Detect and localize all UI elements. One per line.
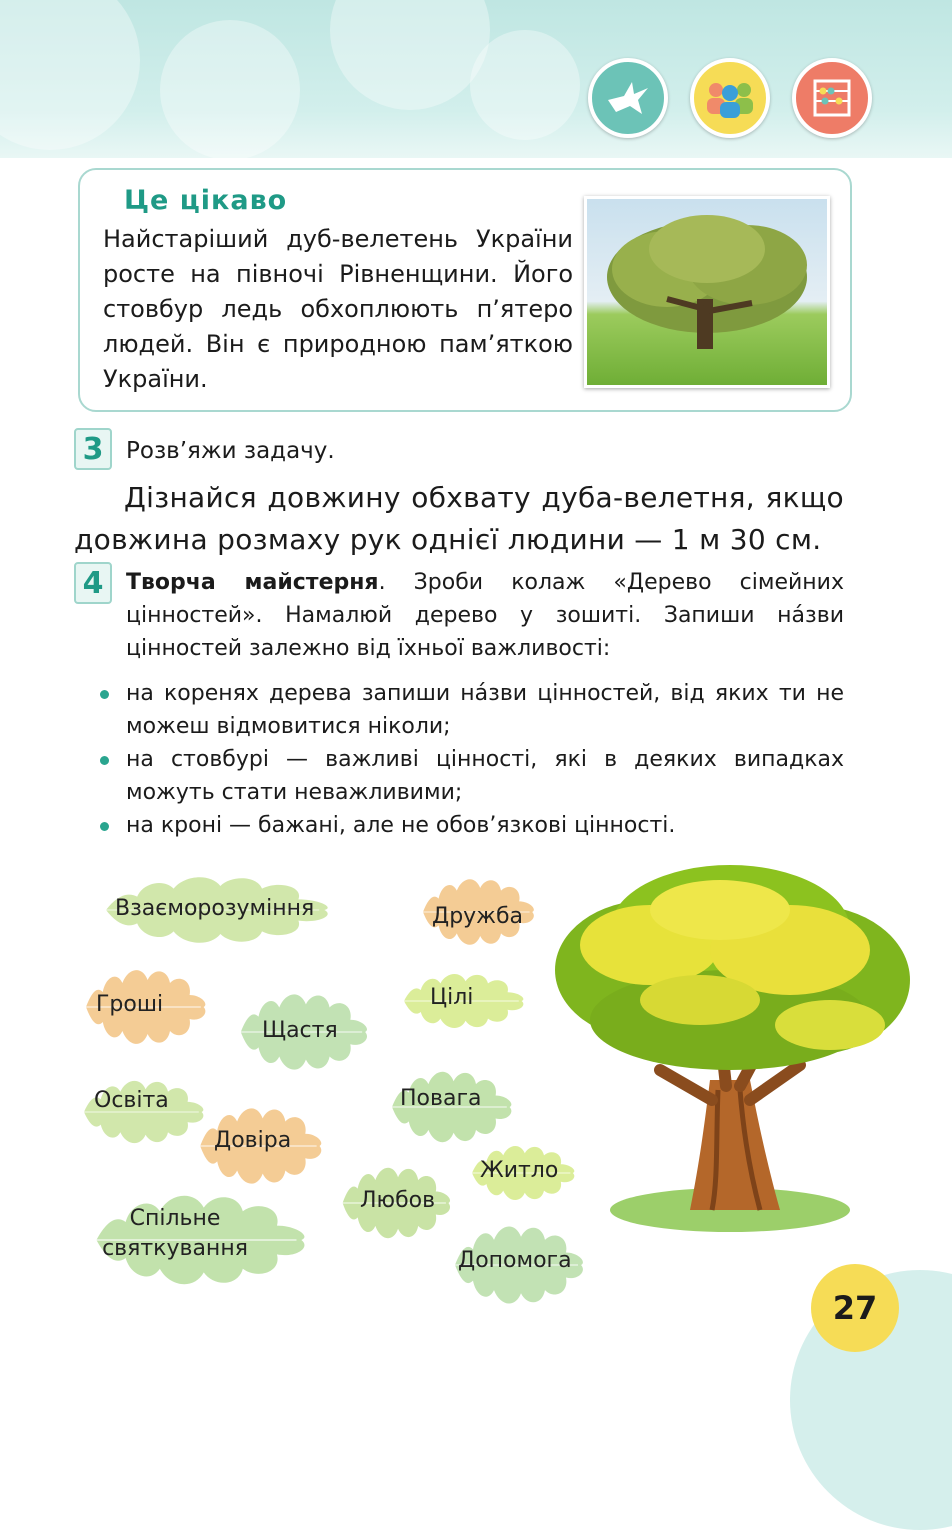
leaf-label: Гроші [96, 992, 164, 1017]
info-title: Це цікаво [124, 185, 288, 216]
origami-dove-icon [588, 58, 668, 138]
header-icons [588, 58, 872, 138]
abacus-icon [792, 58, 872, 138]
leaf-label: Щастя [262, 1018, 338, 1043]
leaf-label: Взаєморозуміння [115, 896, 315, 921]
task4-body: . Зроби колаж «Дерево сімейних цінностей». Намалюй дерево у зошиті. Запиши на́зви цінностей залежно від їхньої важливості: [126, 570, 844, 661]
task4-text [126, 566, 844, 665]
oak-tree-illustration [540, 860, 920, 1254]
task4-number: 4 [74, 562, 112, 604]
oak-photo [584, 196, 830, 388]
info-text: Найстаріший дуб-велетень України росте на півночі Рівненщини. Його стовбур ледь обхоплюють п’ятеро людей. Він є природною пам’яткою України. [103, 225, 573, 393]
task3-number: 3 [74, 428, 112, 470]
bullet-crown: на кроні — бажані, але не обов’язкові цінності. [98, 809, 844, 842]
leaf-label: Допомога [458, 1248, 572, 1273]
bullet-trunk: на стовбурі — важливі цінності, які в деяких випадках можуть стати неважливими; [98, 743, 844, 809]
leaf-label: Довіра [214, 1128, 292, 1153]
leaf-label: Освіта [94, 1088, 169, 1113]
task4-bullets [98, 677, 844, 842]
bullet-roots: на коренях дерева запиши на́зви цінностей, від яких ти не можеш відмовитися ніколи; [98, 677, 844, 743]
leaf-label: Житло [480, 1158, 559, 1183]
leaf-label: Любов [360, 1188, 436, 1213]
leaf-label: Спільне святкування [102, 1206, 248, 1261]
task3-text: Дізнайся довжину обхвату дуба-велетня, якщо довжина розмаху рук однієї людини — 1 м 30 см. [74, 481, 844, 556]
group-people-icon [690, 58, 770, 138]
task3-label: Розв’яжи задачу. [126, 438, 335, 464]
task4-title: Творча майстерня [126, 570, 379, 595]
page-number: 27 [811, 1264, 899, 1352]
leaf-label: Повага [400, 1086, 482, 1111]
leaf-label: Цілі [430, 985, 474, 1010]
leaf-label: Дружба [432, 904, 524, 929]
